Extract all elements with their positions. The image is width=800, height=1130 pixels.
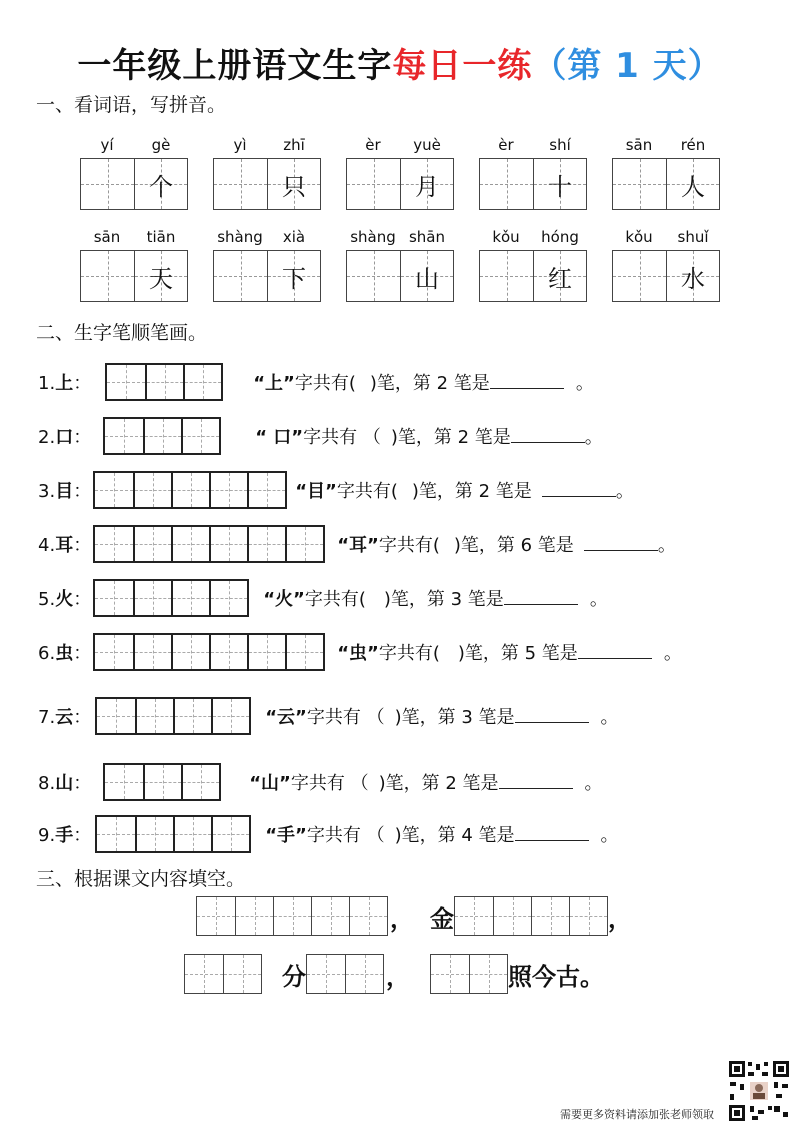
- char-cell: [134, 251, 187, 301]
- word-box: [80, 158, 188, 210]
- grid-cell[interactable]: [135, 817, 173, 851]
- char-cell: [400, 159, 453, 209]
- fill-cell[interactable]: [273, 897, 311, 935]
- fill-grid: [196, 896, 388, 936]
- word-char: 下: [282, 264, 306, 293]
- stroke-label: 1.上：: [38, 373, 92, 394]
- section-three-heading: 三、根据课文内容填空。: [36, 868, 246, 890]
- grid-cell[interactable]: [247, 635, 285, 669]
- char-cell: [267, 159, 320, 209]
- stroke-grid: [95, 697, 251, 735]
- grid-cell[interactable]: [143, 419, 181, 453]
- stroke-blank[interactable]: [511, 424, 585, 443]
- stroke-question: “上”字共有( )笔，第 2 笔是 。: [253, 369, 594, 395]
- stroke-blank[interactable]: [515, 704, 589, 723]
- word-box: [479, 158, 587, 210]
- stroke-grid: [95, 815, 251, 853]
- stroke-row-5: [38, 578, 608, 618]
- fill-grid: [454, 896, 608, 936]
- stroke-row-2: [38, 416, 603, 456]
- word-char: 天: [149, 264, 173, 293]
- grid-cell[interactable]: [181, 419, 219, 453]
- pinyin-1: yì: [233, 136, 247, 154]
- stroke-label: 5.火：: [38, 589, 92, 610]
- word-box: [612, 250, 720, 302]
- stroke-label: 4.耳：: [38, 535, 92, 556]
- fill-cell[interactable]: [197, 897, 235, 935]
- pinyin-1: kǒu: [492, 228, 520, 246]
- grid-cell[interactable]: [133, 581, 171, 615]
- stroke-row-3: [38, 470, 634, 510]
- stroke-grid: [93, 471, 287, 509]
- grid-cell[interactable]: [105, 765, 143, 799]
- pinyin-2: yuè: [413, 136, 441, 154]
- pinyin-2: gè: [151, 136, 171, 154]
- fill-cell[interactable]: [345, 955, 383, 993]
- answer-cell[interactable]: [214, 159, 267, 209]
- char-cell: [400, 251, 453, 301]
- grid-cell[interactable]: [211, 699, 249, 733]
- grid-cell[interactable]: [133, 527, 171, 561]
- answer-cell[interactable]: [347, 159, 400, 209]
- fill-grid: [306, 954, 384, 994]
- grid-cell[interactable]: [183, 365, 221, 399]
- grid-cell[interactable]: [209, 527, 247, 561]
- stroke-question: “虫”字共有( )笔，第 5 笔是 。: [337, 639, 682, 665]
- char-cell: [267, 251, 320, 301]
- grid-cell[interactable]: [95, 527, 133, 561]
- answer-cell[interactable]: [480, 159, 533, 209]
- fill-cell[interactable]: [311, 897, 349, 935]
- answer-cell[interactable]: [347, 251, 400, 301]
- pinyin-2: shí: [549, 136, 571, 154]
- fill-cell[interactable]: [349, 897, 387, 935]
- fill-line-1: [196, 896, 632, 936]
- char-cell: [533, 251, 586, 301]
- pinyin-1: shàng: [217, 228, 263, 246]
- answer-cell[interactable]: [214, 251, 267, 301]
- title-part-2: 每日一练: [392, 46, 533, 86]
- word-box: [479, 250, 587, 302]
- pinyin-2: tiān: [146, 228, 176, 246]
- fill-cell[interactable]: [185, 955, 223, 993]
- grid-cell[interactable]: [173, 817, 211, 851]
- fill-cell[interactable]: [569, 897, 607, 935]
- grid-cell[interactable]: [97, 699, 135, 733]
- stroke-blank[interactable]: [515, 822, 589, 841]
- section-one-heading: 一、看词语，写拼音。: [36, 94, 227, 116]
- grid-cell[interactable]: [247, 473, 285, 507]
- grid-cell[interactable]: [209, 473, 247, 507]
- word-box: [346, 158, 454, 210]
- word-box: [213, 250, 321, 302]
- fill-cell[interactable]: [493, 897, 531, 935]
- fill-cell[interactable]: [469, 955, 507, 993]
- stroke-label: 8.山：: [38, 773, 92, 794]
- page-title: [0, 38, 800, 87]
- pinyin-2: shuǐ: [677, 228, 709, 246]
- answer-cell[interactable]: [81, 251, 134, 301]
- stroke-blank[interactable]: [578, 640, 652, 659]
- grid-cell[interactable]: [133, 635, 171, 669]
- grid-cell[interactable]: [107, 365, 145, 399]
- grid-cell[interactable]: [209, 581, 247, 615]
- fill-comma: ，: [390, 904, 414, 933]
- grid-cell[interactable]: [171, 527, 209, 561]
- word-char: 山: [415, 264, 439, 293]
- stroke-blank[interactable]: [490, 370, 564, 389]
- fill-cell[interactable]: [455, 897, 493, 935]
- pinyin-1: sān: [625, 136, 653, 154]
- grid-cell[interactable]: [173, 699, 211, 733]
- answer-cell[interactable]: [613, 159, 666, 209]
- grid-cell[interactable]: [209, 635, 247, 669]
- grid-cell[interactable]: [133, 473, 171, 507]
- grid-cell[interactable]: [95, 635, 133, 669]
- stroke-grid: [93, 633, 325, 671]
- stroke-blank[interactable]: [499, 770, 573, 789]
- stroke-row-8: [38, 762, 603, 802]
- stroke-blank[interactable]: [542, 478, 616, 497]
- fill-char-jin: 金: [430, 904, 454, 933]
- grid-cell[interactable]: [171, 581, 209, 615]
- answer-cell[interactable]: [613, 251, 666, 301]
- answer-cell[interactable]: [480, 251, 533, 301]
- qr-code-icon: [728, 1060, 790, 1122]
- grid-cell[interactable]: [95, 473, 133, 507]
- stroke-row-6: [38, 632, 682, 672]
- fill-grid: [184, 954, 262, 994]
- stroke-grid: [103, 417, 221, 455]
- title-part-1: 一年级上册语文生字: [77, 46, 393, 86]
- stroke-question: “耳”字共有( )笔，第 6 笔是 。: [337, 531, 676, 557]
- grid-cell[interactable]: [105, 419, 143, 453]
- pinyin-1: èr: [498, 136, 514, 154]
- stroke-question: “目”字共有( )笔，第 2 笔是 。: [295, 477, 634, 503]
- stroke-row-4: [38, 524, 676, 564]
- title-part-3: （第 1 天）: [532, 46, 723, 86]
- stroke-row-9: [38, 814, 619, 854]
- char-cell: [666, 159, 719, 209]
- grid-cell[interactable]: [171, 635, 209, 669]
- word-char: 十: [548, 172, 572, 201]
- word-box: [80, 250, 188, 302]
- pinyin-1: kǒu: [625, 228, 653, 246]
- word-char: 月: [415, 172, 439, 201]
- stroke-question: “火”字共有( )笔，第 3 笔是 。: [263, 585, 608, 611]
- fill-cell[interactable]: [307, 955, 345, 993]
- stroke-label: 6.虫：: [38, 643, 92, 664]
- grid-cell[interactable]: [135, 699, 173, 733]
- answer-cell[interactable]: [81, 159, 134, 209]
- grid-cell[interactable]: [97, 817, 135, 851]
- char-cell: [666, 251, 719, 301]
- pinyin-2: hóng: [541, 228, 579, 246]
- stroke-label: 7.云：: [38, 707, 92, 728]
- pinyin-2: xià: [282, 228, 306, 246]
- pinyin-2: rén: [680, 136, 706, 154]
- word-char: 人: [681, 172, 705, 201]
- pinyin-1: sān: [93, 228, 121, 246]
- stroke-question: “手”字共有 （ )笔，第 4 笔是 。: [265, 821, 618, 847]
- fill-grid: [430, 954, 508, 994]
- stroke-label: 9.手：: [38, 825, 92, 846]
- stroke-grid: [93, 525, 325, 563]
- stroke-question: “ 口”字共有 （ )笔，第 2 笔是 。: [255, 423, 603, 449]
- stroke-grid: [103, 763, 221, 801]
- fill-cell[interactable]: [235, 897, 273, 935]
- grid-cell[interactable]: [181, 765, 219, 799]
- pinyin-2: shān: [408, 228, 446, 246]
- grid-cell[interactable]: [285, 635, 323, 669]
- char-cell: [134, 159, 187, 209]
- fill-char-fen: 分: [282, 962, 306, 991]
- section-two-heading: 二、生字笔顺笔画。: [36, 322, 208, 344]
- grid-cell[interactable]: [247, 527, 285, 561]
- word-box: [213, 158, 321, 210]
- word-box: [346, 250, 454, 302]
- grid-cell[interactable]: [171, 473, 209, 507]
- fill-cell[interactable]: [223, 955, 261, 993]
- grid-cell[interactable]: [145, 365, 183, 399]
- word-char: 水: [681, 264, 705, 293]
- pinyin-1: èr: [365, 136, 381, 154]
- grid-cell[interactable]: [285, 527, 323, 561]
- word-box: [612, 158, 720, 210]
- stroke-grid: [105, 363, 223, 401]
- stroke-label: 2.口：: [38, 427, 92, 448]
- stroke-row-7: [38, 696, 619, 736]
- stroke-question: “云”字共有 （ )笔，第 3 笔是 。: [265, 703, 618, 729]
- grid-cell[interactable]: [143, 765, 181, 799]
- fill-cell[interactable]: [531, 897, 569, 935]
- stroke-row-1: [38, 362, 594, 402]
- stroke-grid: [93, 579, 249, 617]
- fill-comma: ，: [608, 904, 632, 933]
- fill-comma: ，: [386, 962, 410, 991]
- stroke-label: 3.目：: [38, 481, 92, 502]
- pinyin-1: yí: [100, 136, 114, 154]
- stroke-question: “山”字共有 （ )笔，第 2 笔是 。: [249, 769, 602, 795]
- fill-line-2: [184, 954, 604, 994]
- grid-cell[interactable]: [95, 581, 133, 615]
- pinyin-2: zhī: [283, 136, 305, 154]
- fill-end-text: 照今古。: [508, 962, 604, 991]
- stroke-blank[interactable]: [504, 586, 578, 605]
- grid-cell[interactable]: [211, 817, 249, 851]
- stroke-blank[interactable]: [584, 532, 658, 551]
- word-char: 只: [282, 172, 306, 201]
- word-char: 个: [149, 172, 173, 201]
- footer-note: 需要更多资料请添加张老师领取: [560, 1108, 714, 1121]
- fill-cell[interactable]: [431, 955, 469, 993]
- pinyin-1: shàng: [350, 228, 396, 246]
- char-cell: [533, 159, 586, 209]
- word-char: 红: [548, 264, 572, 293]
